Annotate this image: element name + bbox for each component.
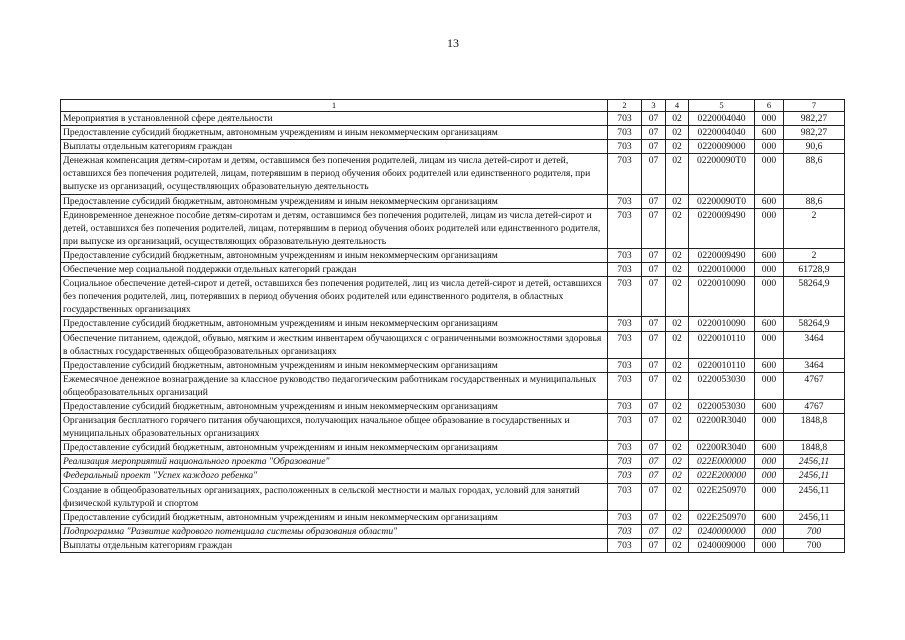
amount-cell: 3464 [784, 331, 845, 358]
row-name-cell: Обеспечение питанием, одеждой, обувью, мягким и жестким инвентарем обучающихся с ограниченными возможностями здоровья в областных государственных общеобразовательных организациях [61, 331, 608, 358]
subsection-cell: 02 [666, 358, 689, 372]
amount-cell: 982,27 [784, 126, 845, 140]
target-article-cell: 0220004040 [689, 126, 755, 140]
amount-cell: 88,6 [784, 194, 845, 208]
expense-type-cell: 000 [755, 524, 784, 538]
target-article-cell: 022E200000 [689, 469, 755, 483]
table-row [61, 372, 845, 399]
subsection-cell: 02 [666, 263, 689, 277]
expense-type-cell: 000 [755, 469, 784, 483]
subsection-cell: 02 [666, 455, 689, 469]
subsection-cell: 02 [666, 538, 689, 552]
ministry-code-cell: 703 [608, 208, 642, 248]
amount-cell: 90,6 [784, 140, 845, 154]
row-name-cell: Предоставление субсидий бюджетным, автономным учреждениям и иным некоммерческим организациям [61, 317, 608, 331]
target-article-cell: 0220009490 [689, 248, 755, 262]
header-cell: 6 [755, 100, 784, 112]
target-article-cell: 0220004040 [689, 112, 755, 126]
expense-type-cell: 000 [755, 455, 784, 469]
ministry-code-cell: 703 [608, 194, 642, 208]
expense-type-cell: 000 [755, 208, 784, 248]
expense-type-cell: 600 [755, 510, 784, 524]
section-cell: 07 [642, 469, 666, 483]
section-cell: 07 [642, 399, 666, 413]
target-article-cell: 0220009490 [689, 208, 755, 248]
ministry-code-cell: 703 [608, 538, 642, 552]
row-name-cell: Обеспечение мер социальной поддержки отдельных категорий граждан [61, 263, 608, 277]
target-article-cell: 0220010110 [689, 358, 755, 372]
header-cell: 3 [642, 100, 666, 112]
row-name-cell: Федеральный проект "Успех каждого ребенка" [61, 469, 608, 483]
expense-type-cell: 000 [755, 414, 784, 441]
row-name-cell: Предоставление субсидий бюджетным, автономным учреждениям и иным некоммерческим организациям [61, 399, 608, 413]
subsection-cell: 02 [666, 399, 689, 413]
expense-type-cell: 000 [755, 154, 784, 194]
table-row [61, 263, 845, 277]
table-header-row [61, 100, 845, 112]
amount-cell: 700 [784, 538, 845, 552]
section-cell: 07 [642, 208, 666, 248]
table-row [61, 455, 845, 469]
expense-type-cell: 600 [755, 317, 784, 331]
ministry-code-cell: 703 [608, 483, 642, 510]
table-row [61, 483, 845, 510]
section-cell: 07 [642, 263, 666, 277]
amount-cell: 700 [784, 524, 845, 538]
page-number: 13 [447, 36, 459, 50]
section-cell: 07 [642, 194, 666, 208]
target-article-cell: 022E250970 [689, 510, 755, 524]
subsection-cell: 02 [666, 414, 689, 441]
table-row [61, 194, 845, 208]
expense-type-cell: 600 [755, 248, 784, 262]
row-name-cell: Создание в общеобразовательных организациях, расположенных в сельской местности и малых городах, условий для занятий физической культурой и спортом [61, 483, 608, 510]
table-row [61, 140, 845, 154]
section-cell: 07 [642, 524, 666, 538]
row-name-cell: Выплаты отдельным категориям граждан [61, 538, 608, 552]
amount-cell: 2 [784, 208, 845, 248]
section-cell: 07 [642, 372, 666, 399]
expense-type-cell: 000 [755, 483, 784, 510]
row-name-cell: Подпрограмма "Развитие кадрового потенциала системы образования области" [61, 524, 608, 538]
amount-cell: 58264,9 [784, 317, 845, 331]
table-row [61, 277, 845, 317]
header-cell: 7 [784, 100, 845, 112]
section-cell: 07 [642, 331, 666, 358]
row-name-cell: Денежная компенсация детям-сиротам и детям, оставшимся без попечения родителей, лицам из числа детей-сирот и детей, оставшихся без попечения родителей, лицам, потерявшим в период обучения обоих родителей или единственного родителя, при выпуске из организаций, осуществляющих образовательную деятельность [61, 154, 608, 194]
amount-cell: 4767 [784, 372, 845, 399]
expense-type-cell: 000 [755, 140, 784, 154]
table-row [61, 358, 845, 372]
table-row [61, 317, 845, 331]
target-article-cell: 02200090Т0 [689, 154, 755, 194]
subsection-cell: 02 [666, 510, 689, 524]
budget-table [60, 99, 845, 553]
subsection-cell: 02 [666, 140, 689, 154]
section-cell: 07 [642, 414, 666, 441]
table-row [61, 331, 845, 358]
expense-type-cell: 600 [755, 358, 784, 372]
target-article-cell: 0220009000 [689, 140, 755, 154]
row-name-cell: Мероприятия в установленной сфере деятельности [61, 112, 608, 126]
amount-cell: 2 [784, 248, 845, 262]
row-name-cell: Организация бесплатного горячего питания обучающихся, получающих начальное общее образование в государственных и муниципальных образовательных организациях [61, 414, 608, 441]
target-article-cell: 02200090Т0 [689, 194, 755, 208]
row-name-cell: Предоставление субсидий бюджетным, автономным учреждениям и иным некоммерческим организациям [61, 248, 608, 262]
amount-cell: 4767 [784, 399, 845, 413]
subsection-cell: 02 [666, 331, 689, 358]
target-article-cell: 02200R3040 [689, 414, 755, 441]
amount-cell: 1848,8 [784, 414, 845, 441]
expense-type-cell: 600 [755, 126, 784, 140]
ministry-code-cell: 703 [608, 358, 642, 372]
target-article-cell: 022E250970 [689, 483, 755, 510]
amount-cell: 2456,11 [784, 483, 845, 510]
expense-type-cell: 000 [755, 372, 784, 399]
subsection-cell: 02 [666, 483, 689, 510]
ministry-code-cell: 703 [608, 524, 642, 538]
table-row [61, 112, 845, 126]
amount-cell: 2456,11 [784, 469, 845, 483]
table-row [61, 414, 845, 441]
row-name-cell: Социальное обеспечение детей-сирот и детей, оставшихся без попечения родителей, лиц из числа детей-сирот и детей, оставшихся без попечения родителей, лиц, потерявших в период обучения обоих родителей или единственного родителя, в областных государственных организациях [61, 277, 608, 317]
ministry-code-cell: 703 [608, 331, 642, 358]
ministry-code-cell: 703 [608, 277, 642, 317]
row-name-cell: Предоставление субсидий бюджетным, автономным учреждениям и иным некоммерческим организациям [61, 194, 608, 208]
section-cell: 07 [642, 317, 666, 331]
table-row [61, 469, 845, 483]
subsection-cell: 02 [666, 317, 689, 331]
expense-type-cell: 600 [755, 194, 784, 208]
ministry-code-cell: 703 [608, 455, 642, 469]
ministry-code-cell: 703 [608, 372, 642, 399]
subsection-cell: 02 [666, 154, 689, 194]
ministry-code-cell: 703 [608, 154, 642, 194]
target-article-cell: 0220010090 [689, 277, 755, 317]
subsection-cell: 02 [666, 277, 689, 317]
row-name-cell: Ежемесячное денежное вознаграждение за классное руководство педагогическим работникам государственных и муниципальных общеобразовательных организаций [61, 372, 608, 399]
section-cell: 07 [642, 358, 666, 372]
target-article-cell: 0240000000 [689, 524, 755, 538]
header-cell: 2 [608, 100, 642, 112]
subsection-cell: 02 [666, 208, 689, 248]
table-row [61, 208, 845, 248]
row-name-cell: Предоставление субсидий бюджетным, автономным учреждениям и иным некоммерческим организациям [61, 510, 608, 524]
table-row [61, 441, 845, 455]
target-article-cell: 0220010000 [689, 263, 755, 277]
section-cell: 07 [642, 248, 666, 262]
table-row [61, 126, 845, 140]
ministry-code-cell: 703 [608, 126, 642, 140]
ministry-code-cell: 703 [608, 441, 642, 455]
section-cell: 07 [642, 154, 666, 194]
target-article-cell: 0240009000 [689, 538, 755, 552]
subsection-cell: 02 [666, 441, 689, 455]
table-row [61, 510, 845, 524]
table-row [61, 248, 845, 262]
row-name-cell: Выплаты отдельным категориям граждан [61, 140, 608, 154]
ministry-code-cell: 703 [608, 263, 642, 277]
table-row [61, 399, 845, 413]
row-name-cell: Реализация мероприятий национального проекта "Образование" [61, 455, 608, 469]
ministry-code-cell: 703 [608, 510, 642, 524]
ministry-code-cell: 703 [608, 399, 642, 413]
subsection-cell: 02 [666, 194, 689, 208]
target-article-cell: 0220010110 [689, 331, 755, 358]
expense-type-cell: 000 [755, 277, 784, 317]
row-name-cell: Единовременное денежное пособие детям-сиротам и детям, оставшимся без попечения родителей, лицам из числа детей-сирот и детей, оставшихся без попечения родителей, лицам, потерявшим в период обучения обоих родителей или единственного родителя, при выпуске из организаций, осуществляющих образовательную деятельность [61, 208, 608, 248]
section-cell: 07 [642, 112, 666, 126]
ministry-code-cell: 703 [608, 317, 642, 331]
header-cell: 5 [689, 100, 755, 112]
amount-cell: 61728,9 [784, 263, 845, 277]
target-article-cell: 0220010090 [689, 317, 755, 331]
header-cell: 4 [666, 100, 689, 112]
section-cell: 07 [642, 455, 666, 469]
section-cell: 07 [642, 441, 666, 455]
expense-type-cell: 000 [755, 263, 784, 277]
section-cell: 07 [642, 483, 666, 510]
target-article-cell: 0220053030 [689, 399, 755, 413]
table-row [61, 538, 845, 552]
row-name-cell: Предоставление субсидий бюджетным, автономным учреждениям и иным некоммерческим организациям [61, 126, 608, 140]
expense-type-cell: 000 [755, 538, 784, 552]
target-article-cell: 02200R3040 [689, 441, 755, 455]
ministry-code-cell: 703 [608, 112, 642, 126]
section-cell: 07 [642, 140, 666, 154]
amount-cell: 3464 [784, 358, 845, 372]
subsection-cell: 02 [666, 126, 689, 140]
subsection-cell: 02 [666, 372, 689, 399]
table-row [61, 524, 845, 538]
row-name-cell: Предоставление субсидий бюджетным, автономным учреждениям и иным некоммерческим организациям [61, 441, 608, 455]
expense-type-cell: 600 [755, 441, 784, 455]
section-cell: 07 [642, 538, 666, 552]
amount-cell: 2456,11 [784, 455, 845, 469]
amount-cell: 58264,9 [784, 277, 845, 317]
section-cell: 07 [642, 277, 666, 317]
ministry-code-cell: 703 [608, 248, 642, 262]
amount-cell: 88,6 [784, 154, 845, 194]
target-article-cell: 022E000000 [689, 455, 755, 469]
subsection-cell: 02 [666, 248, 689, 262]
section-cell: 07 [642, 126, 666, 140]
row-name-cell: Предоставление субсидий бюджетным, автономным учреждениям и иным некоммерческим организациям [61, 358, 608, 372]
expense-type-cell: 600 [755, 399, 784, 413]
expense-type-cell: 000 [755, 331, 784, 358]
section-cell: 07 [642, 510, 666, 524]
header-cell: 1 [61, 100, 608, 112]
expense-type-cell: 000 [755, 112, 784, 126]
subsection-cell: 02 [666, 524, 689, 538]
ministry-code-cell: 703 [608, 140, 642, 154]
amount-cell: 982,27 [784, 112, 845, 126]
subsection-cell: 02 [666, 112, 689, 126]
ministry-code-cell: 703 [608, 414, 642, 441]
amount-cell: 2456,11 [784, 510, 845, 524]
table-row [61, 154, 845, 194]
subsection-cell: 02 [666, 469, 689, 483]
ministry-code-cell: 703 [608, 469, 642, 483]
amount-cell: 1848,8 [784, 441, 845, 455]
target-article-cell: 0220053030 [689, 372, 755, 399]
